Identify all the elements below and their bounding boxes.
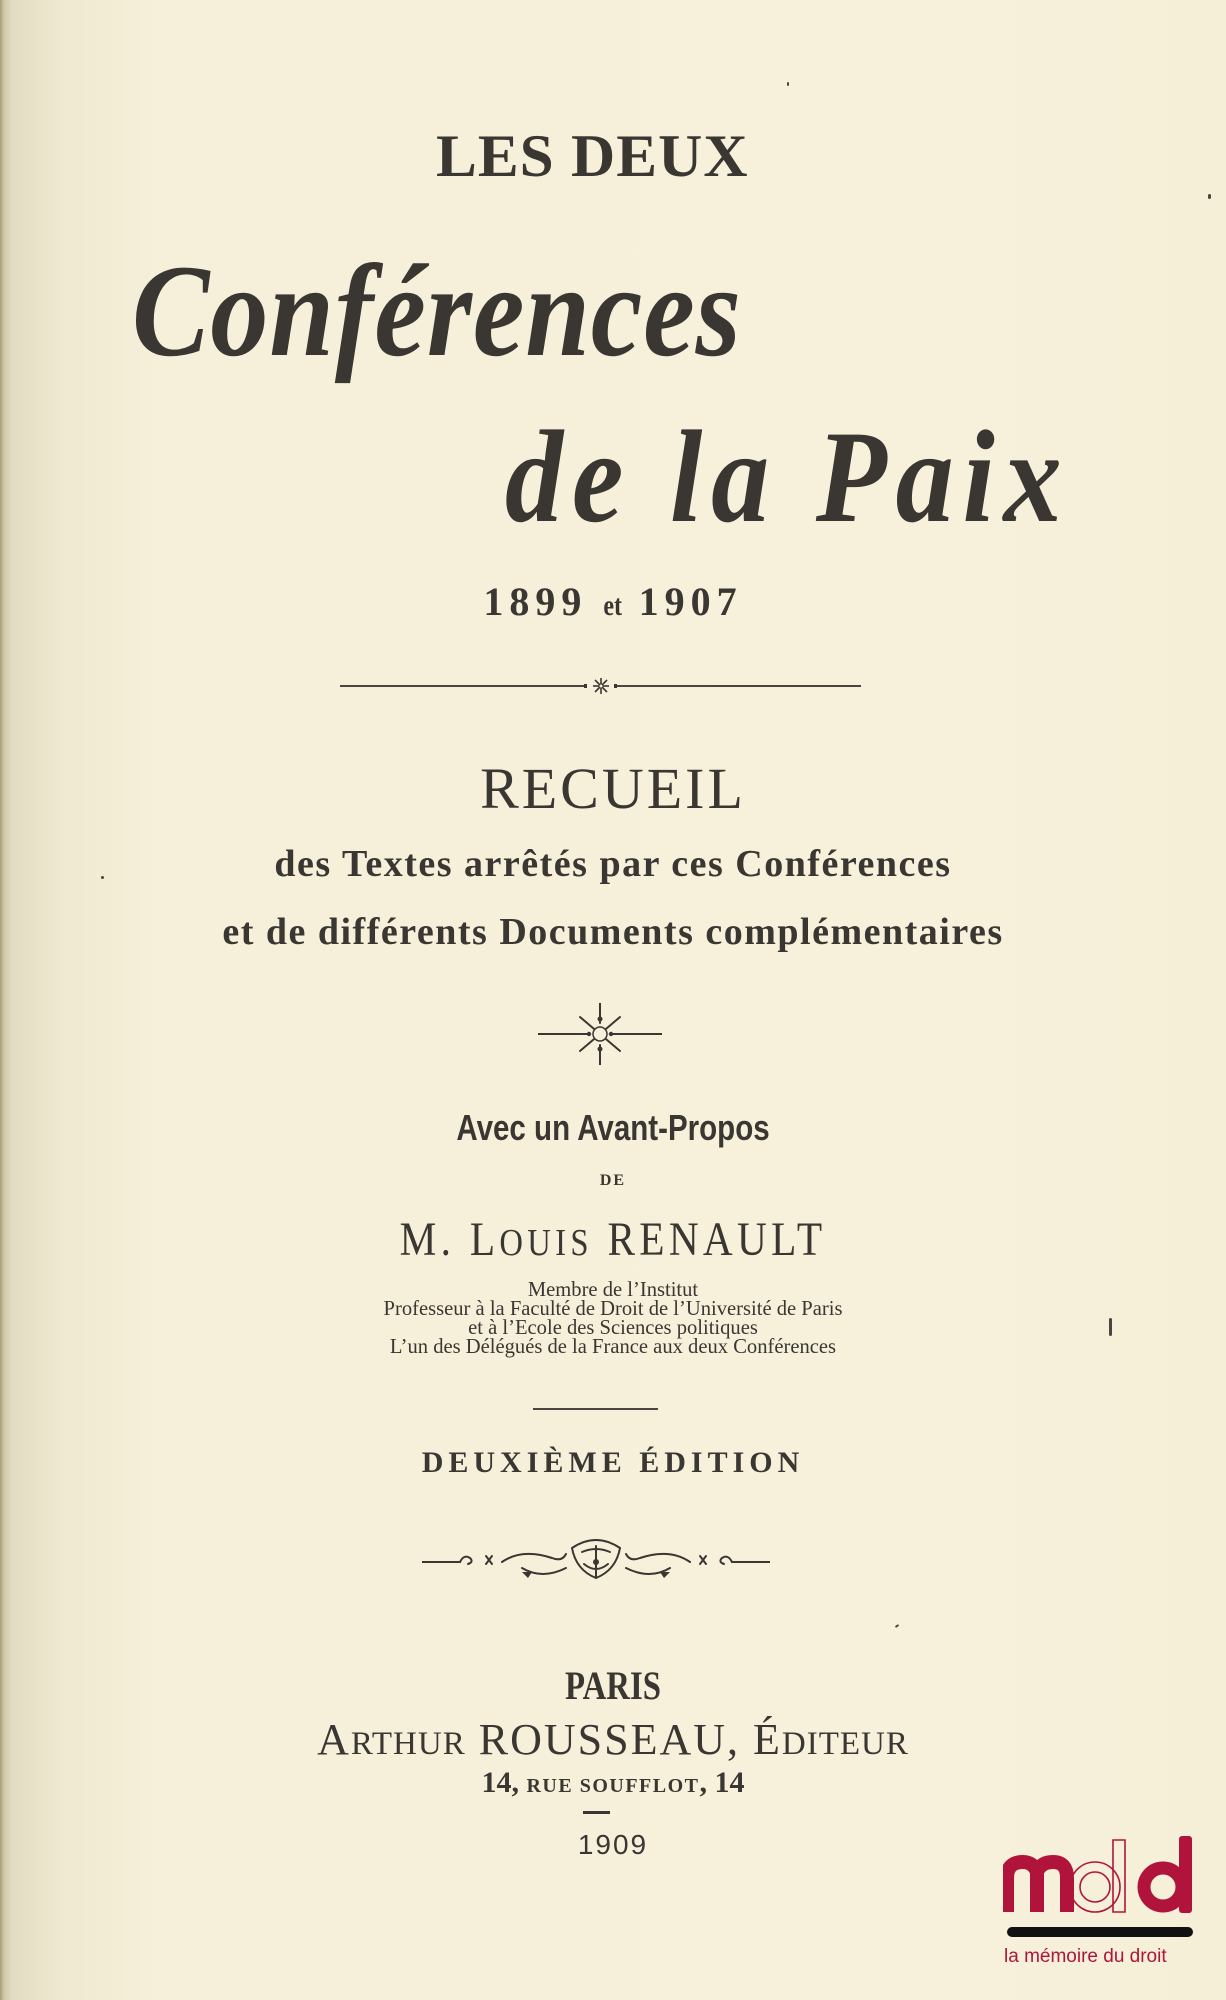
recueil-heading: RECUEIL [480,756,746,821]
star-rule-divider-icon [340,677,861,695]
paper-speck [1208,194,1211,199]
author-last-name: RENAULT [592,1213,827,1266]
author-prefix: M. L [399,1213,500,1266]
city-label: PARIS [565,1663,661,1708]
logo-tagline: la mémoire du droit [1004,1946,1167,1967]
credential-line: et à l’Ecole des Sciences politiques [468,1315,758,1339]
paper-speck [101,876,104,879]
subtitle-line-1: des Textes arrêtés par ces Conférences [274,843,952,885]
edition-label: DEUXIÈME ÉDITION [421,1446,805,1479]
address-number-end: , 14 [699,1766,745,1799]
publisher-e: É [753,1715,782,1764]
publisher-a: A [317,1715,351,1764]
publisher-diteur: DITEUR [781,1726,909,1762]
de-label: DE [599,1172,627,1189]
credential-line: L’un des Délégués de la France aux deux Conférences [389,1334,837,1358]
publisher-name: ROUSSEAU, [465,1715,754,1764]
paper-speck [1109,1318,1112,1336]
year-1899: 1899 [483,579,588,624]
address-street: RUE SOUFFLOT [526,1775,700,1797]
year-1907: 1907 [638,579,743,624]
avant-propos-line: Avec un Avant-Propos [456,1107,770,1148]
title-de-la-paix: de la Paix [505,403,1071,550]
publisher-address [0,1766,1226,1800]
address-number: 14, [481,1766,527,1799]
dash-divider [583,1811,610,1814]
years-line [0,578,1226,625]
subtitle-line-2: et de différents Documents complémentaires [222,911,1004,953]
short-rule-divider [533,1408,658,1410]
author-first-name-rest: OUIS [499,1222,593,1264]
publisher-line [0,1714,1226,1765]
heading-les-deux: LES DEUX [436,123,749,189]
paper-speck [895,1624,899,1628]
publisher-rthur: RTHUR [350,1726,466,1762]
author-credentials [12,1277,1213,1358]
publication-year: 1909 [577,1829,649,1860]
paper-speck [787,82,789,86]
author-name [86,1212,1140,1267]
flourish-ornament-icon [422,1538,770,1584]
star-ornament-icon [538,1003,662,1065]
credential-line: Membre de l’Institut [527,1277,699,1301]
years-conjunction: et [603,589,623,622]
credential-line: Professeur à la Faculté de Droit de l’Université de Paris [383,1296,843,1320]
title-conferences: Conférences [132,237,742,384]
